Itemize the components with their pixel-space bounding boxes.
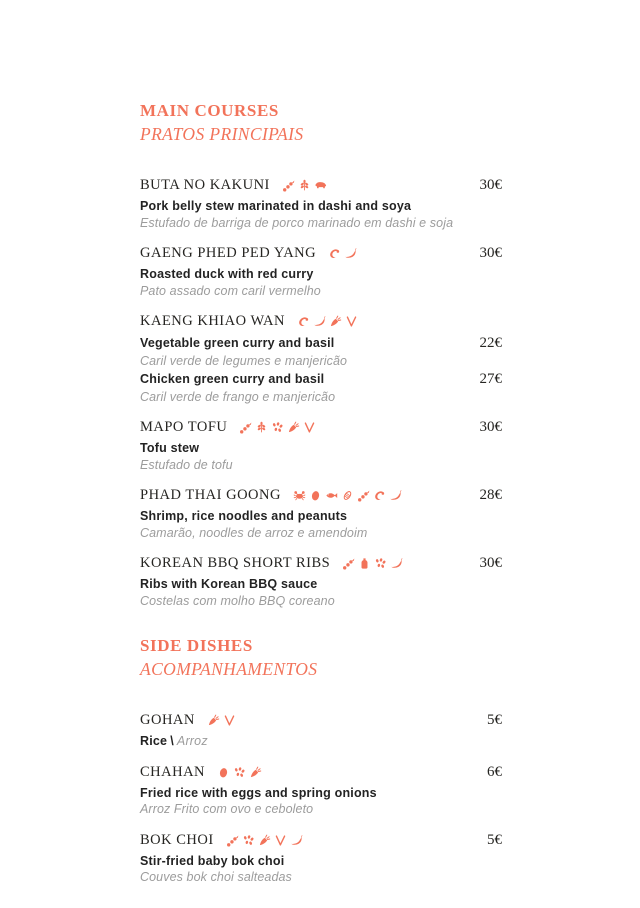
item-name: GAENG PHED PED YANG [140,245,317,261]
item-price: 5€ [487,831,502,848]
item-price: 30€ [479,419,502,435]
section-side-dishes [140,635,502,886]
item-desc-inline [140,733,502,750]
item-allergen-icons [236,421,316,434]
item-desc-en: Ribs with Korean BBQ sauce [140,577,318,591]
menu-page [140,100,502,886]
item-allergen-icons [279,179,327,192]
wheat-icon [255,421,268,434]
item-desc-en: Pork belly stew marinated in dashi and soya [140,199,412,213]
variant-desc-pt: Caril verde de frango e manjericão [140,389,336,404]
sesame-icon [233,766,246,779]
item-allergen-icons [204,714,236,727]
variant-desc-pt: Caril verde de legumes e manjericão [140,354,348,368]
shrimp-icon [297,315,310,328]
item-desc-en: Tofu stew [140,441,200,455]
item-desc-pt: Arroz [176,734,208,748]
item-desc-pt: Pato assado com caril vermelho [140,283,321,298]
chili-icon [313,315,326,328]
item-variant-row [140,334,502,353]
variant-price: 27€ [479,370,502,387]
chili-icon [290,834,303,847]
vegan-icon [274,834,287,847]
item-desc-en: Stir-fried baby bok choi [140,853,285,868]
soy-icon [357,489,370,502]
item-name: CHAHAN [140,763,206,780]
menu-item-kaeng-khiao-wan [140,312,502,405]
menu-item-phad-thai-goong [140,486,502,541]
item-desc-pt: Costelas com molho BBQ coreano [140,593,335,608]
carrot-icon [249,766,262,779]
menu-item-gaeng-phed-ped-yang [140,244,502,299]
item-header-row [140,418,502,437]
chili-icon [389,489,402,502]
egg-icon [217,766,230,779]
carrot-icon [258,834,271,847]
item-allergen-icons [339,557,403,570]
section-main-courses [140,100,502,609]
menu-item-chahan [140,763,502,818]
item-name: PHAD THAI GOONG [140,487,281,503]
item-desc-en: Rice [140,734,168,748]
item-header-row [140,312,502,331]
item-desc-pt: Camarão, noodles de arroz e amendoim [140,525,368,540]
soy-icon [342,557,355,570]
carrot-icon [287,421,300,434]
bottle-icon [358,557,371,570]
section-subtitle: PRATOS PRINCIPAIS [140,124,304,144]
item-header-row [140,554,502,573]
pig-icon [314,179,327,192]
menu-item-bok-choi [140,831,502,886]
item-name: GOHAN [140,712,195,728]
variant-desc-en: Chicken green curry and basil [140,371,325,386]
item-price: 6€ [487,763,502,780]
carrot-icon [207,714,220,727]
item-desc-pt: Arroz Frito com ovo e ceboleto [140,802,314,816]
item-desc-en: Fried rice with eggs and spring onions [140,785,377,800]
soy-icon [282,179,295,192]
soy-icon [239,421,252,434]
desc-separator: \ [170,734,174,748]
wheat-icon [298,179,311,192]
egg-icon [309,489,322,502]
item-name: MAPO TOFU [140,419,228,435]
item-desc-en: Roasted duck with red curry [140,267,314,281]
item-price: 5€ [487,712,502,728]
item-allergen-icons [214,766,262,779]
item-name: KAENG KHIAO WAN [140,313,285,329]
item-desc-pt: Estufado de tofu [140,457,233,472]
item-allergen-icons [294,315,358,328]
item-name: KOREAN BBQ SHORT RIBS [140,555,331,571]
item-price: 30€ [479,555,502,571]
item-header-row [140,176,502,195]
item-header-row [140,244,502,263]
chili-icon [344,247,357,260]
vegan-icon [345,315,358,328]
item-header-row [140,763,502,782]
variant-price: 22€ [479,335,502,351]
item-price: 30€ [479,177,502,193]
item-header-row [140,831,502,850]
item-desc-en: Shrimp, rice noodles and peanuts [140,509,348,523]
sesame-icon [242,834,255,847]
item-desc-pt: Couves bok choi salteadas [140,870,292,884]
carrot-icon [329,315,342,328]
variant-desc-en: Vegetable green curry and basil [140,336,335,350]
section-title: MAIN COURSES [140,101,279,120]
menu-item-buta-no-kakuni [140,176,502,231]
item-variant-row [140,370,502,389]
item-allergen-icons [223,834,303,847]
shrimp-icon [373,489,386,502]
shrimp-icon [328,247,341,260]
peanut-icon [341,489,354,502]
fish-icon [325,489,338,502]
vegan-icon [303,421,316,434]
chili-icon [390,557,403,570]
item-allergen-icons [325,247,357,260]
section-subtitle: ACOMPANHAMENTOS [140,659,318,679]
menu-item-mapo-tofu [140,418,502,473]
item-desc-pt: Estufado de barriga de porco marinado em dashi e soja [140,215,454,230]
section-title: SIDE DISHES [140,636,253,655]
item-name: BOK CHOI [140,831,214,848]
sesame-icon [374,557,387,570]
menu-item-gohan [140,711,502,750]
item-allergen-icons [290,489,402,502]
soy-icon [226,834,239,847]
item-price: 30€ [479,245,502,261]
vegan-icon [223,714,236,727]
item-price: 28€ [479,487,502,503]
item-header-row [140,486,502,505]
menu-item-korean-bbq-short-ribs [140,554,502,609]
crab-icon [293,489,306,502]
sesame-icon [271,421,284,434]
item-name: BUTA NO KAKUNI [140,177,270,193]
item-header-row [140,711,502,730]
